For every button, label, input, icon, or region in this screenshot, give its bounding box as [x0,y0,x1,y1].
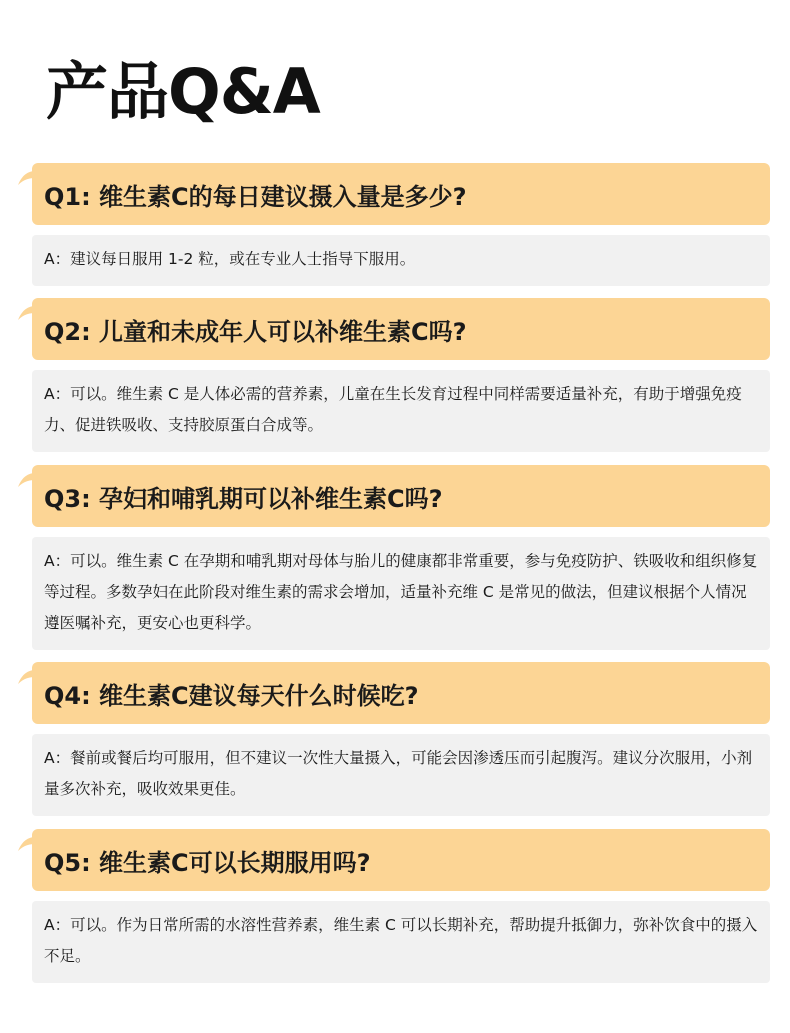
speech-tail-icon [18,471,36,491]
answer-box: A：可以。作为日常所需的水溶性营养素，维生素 C 可以长期补充，帮助提升抵御力，弥补饮食中的摄入不足。 [32,901,770,983]
question-text: Q5: 维生素C可以长期服用吗? [44,848,371,877]
faq-item-5 [32,829,770,983]
speech-tail-icon [18,668,36,688]
question-bar [32,163,770,225]
faq-item-4 [32,662,770,816]
speech-tail-icon [18,304,36,324]
answer-box: A：餐前或餐后均可服用，但不建议一次性大量摄入，可能会因渗透压而引起腹泻。建议分次服用，小剂量多次补充，吸收效果更佳。 [32,734,770,816]
question-text: Q2: 儿童和未成年人可以补维生素C吗? [44,317,467,346]
question-bar [32,298,770,360]
faq-item-3 [32,465,770,650]
question-text: Q4: 维生素C建议每天什么时候吃? [44,681,419,710]
speech-tail-icon [18,835,36,855]
question-bar [32,465,770,527]
page-title: 产品Q&A [46,55,320,128]
question-text: Q3: 孕妇和哺乳期可以补维生素C吗? [44,484,443,513]
faq-item-1 [32,163,770,286]
speech-tail-icon [18,169,36,189]
answer-box: A：可以。维生素 C 在孕期和哺乳期对母体与胎儿的健康都非常重要，参与免疫防护、铁吸收和组织修复等过程。多数孕妇在此阶段对维生素的需求会增加，适量补充维 C 是常见的做法，但建议根据个人情况遵医嘱补充，更安心也更科学。 [32,537,770,650]
question-text: Q1: 维生素C的每日建议摄入量是多少? [44,182,467,211]
answer-box: A：建议每日服用 1-2 粒，或在专业人士指导下服用。 [32,235,770,286]
answer-box: A：可以。维生素 C 是人体必需的营养素，儿童在生长发育过程中同样需要适量补充，有助于增强免疫力、促进铁吸收、支持胶原蛋白合成等。 [32,370,770,452]
question-bar [32,829,770,891]
faq-item-2 [32,298,770,452]
question-bar [32,662,770,724]
